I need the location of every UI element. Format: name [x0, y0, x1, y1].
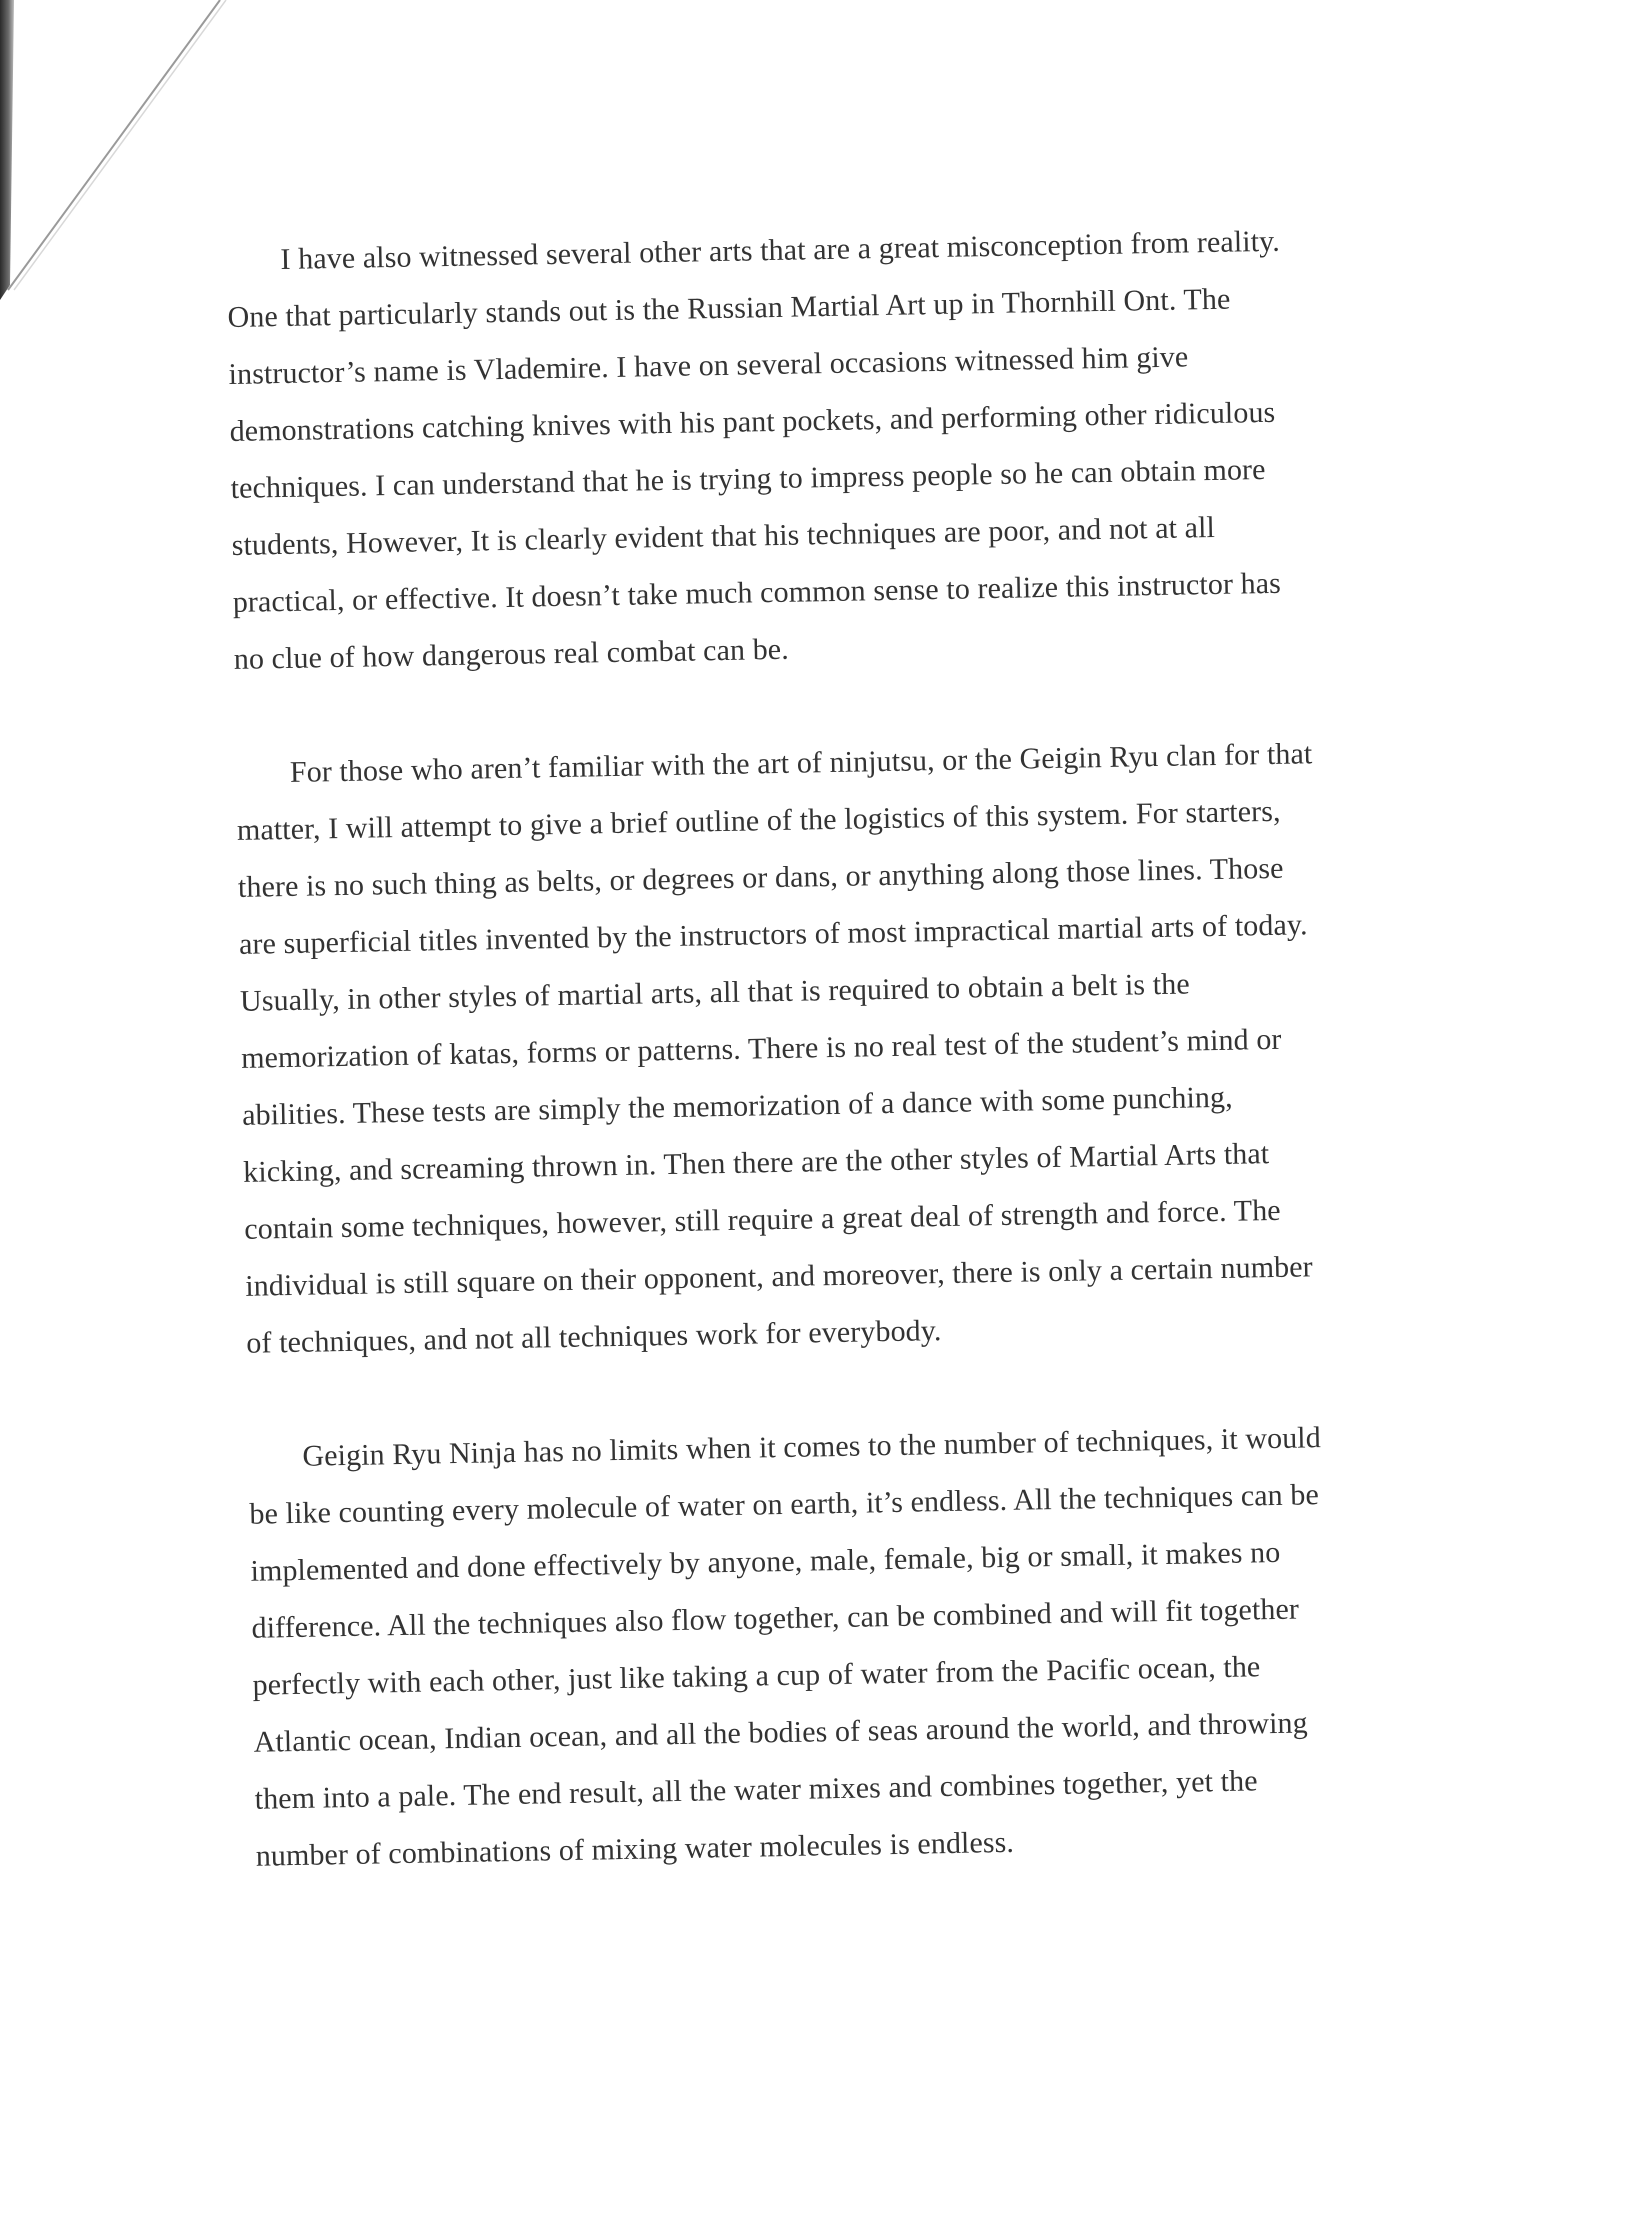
text-line: techniques. I can understand that he is trying to impress people so he can obtain more [230, 452, 1266, 505]
text-line: them into a pale. The end result, all the water mixes and combines together, yet the [254, 1764, 1258, 1816]
paragraph-3 [248, 1406, 1496, 1885]
folded-corner-shadow [0, 0, 240, 310]
text-line: number of combinations of mixing water molecules is endless. [255, 1825, 1015, 1873]
text-line: practical, or effective. It doesn’t take much common sense to realize this instructor has [232, 566, 1282, 619]
text-line: memorization of katas, forms or patterns. There is no real test of the student’s mind or [240, 1022, 1282, 1075]
text-line: Usually, in other styles of martial arts, all that is required to obtain a belt is the [239, 967, 1191, 1018]
text-line: One that particularly stands out is the Russian Martial Art up in Thornhill Ont. The [227, 282, 1231, 334]
text-line: demonstrations catching knives with his pant pockets, and performing other ridiculous [229, 395, 1276, 448]
text-line: I have also witnessed several other arts that are a great misconception from reality. [280, 224, 1281, 277]
text-line: individual is still square on their opponent, and moreover, there is only a certain number [245, 1250, 1313, 1303]
text-line: are superficial titles invented by the instructors of most impractical martial arts of today. [238, 908, 1308, 961]
text-line: instructor’s name is Vlademire. I have on several occasions witnessed him give [228, 340, 1189, 391]
text-line: Geigin Ryu Ninja has no limits when it comes to the number of techniques, it would [302, 1421, 1322, 1473]
text-line: matter, I will attempt to give a brief outline of the logistics of this system. For starters, [236, 794, 1281, 847]
document-body [226, 209, 1497, 1941]
paragraph-1 [226, 209, 1474, 688]
text-line: be like counting every molecule of water on earth, it’s endless. All the techniques can be [249, 1478, 1320, 1531]
text-line: no clue of how dangerous real combat can be. [233, 632, 790, 676]
text-line: implemented and done effectively by anyone, male, female, big or small, it makes no [250, 1535, 1281, 1588]
text-line: kicking, and screaming thrown in. Then there are the other styles of Martial Arts that [242, 1137, 1270, 1189]
text-line: students, However, It is clearly evident that his techniques are poor, and not at all [231, 510, 1216, 562]
text-line: Atlantic ocean, Indian ocean, and all the bodies of seas around the world, and throwing [253, 1706, 1309, 1759]
paragraph-2 [235, 722, 1486, 1372]
text-line: abilities. These tests are simply the memorization of a dance with some punching, [241, 1080, 1233, 1132]
text-line: difference. All the techniques also flow together, can be combined and will fit together [251, 1592, 1300, 1645]
text-line: of techniques, and not all techniques work for everybody. [246, 1314, 942, 1360]
text-line: contain some techniques, however, still require a great deal of strength and force. The [243, 1193, 1281, 1246]
text-line: perfectly with each other, just like taking a cup of water from the Pacific ocean, the [252, 1650, 1261, 1702]
text-line: For those who aren’t familiar with the art of ninjutsu, or the Geigin Ryu clan for that [289, 737, 1313, 789]
text-line: there is no such thing as belts, or degrees or dans, or anything along those lines. Those [237, 851, 1284, 904]
